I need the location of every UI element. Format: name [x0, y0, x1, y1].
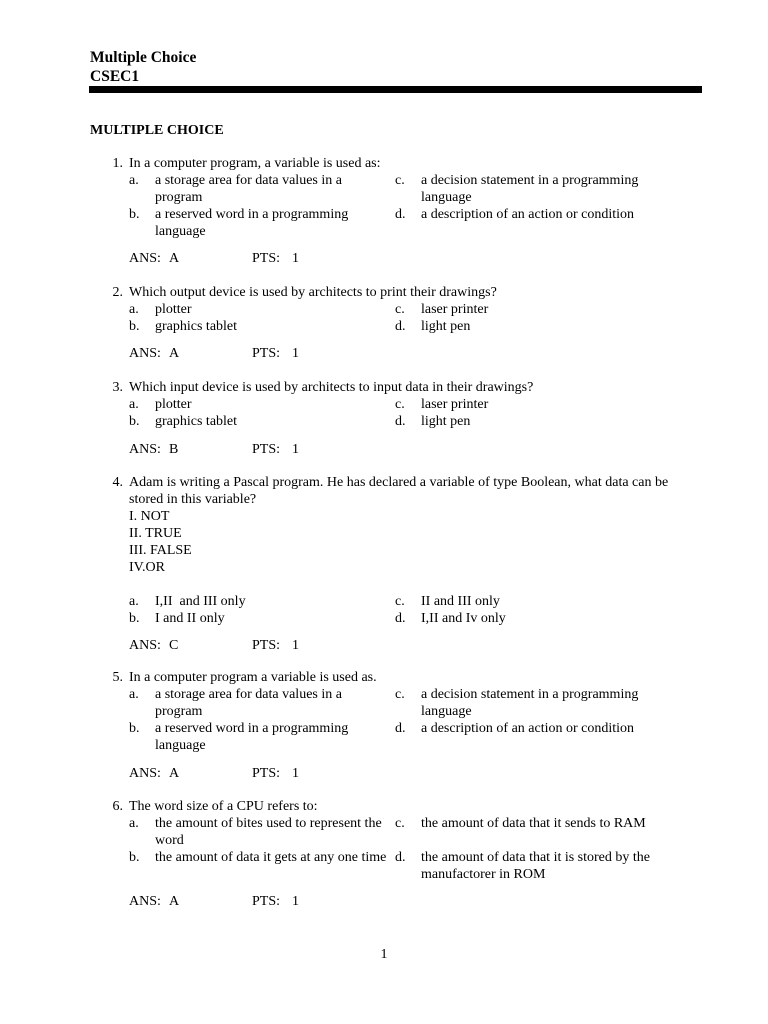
points-label: PTS: — [252, 346, 281, 361]
question-number: 4. — [112, 475, 123, 490]
option-letter: a. — [129, 687, 139, 702]
answer-value: A — [169, 766, 180, 781]
question-number: 3. — [112, 380, 123, 395]
option-text: plotter — [155, 397, 192, 412]
option-text: a decision statement in a programming language — [421, 173, 639, 205]
option-text: a storage area for data values in a program — [155, 687, 342, 719]
option-text: a decision statement in a programming language — [421, 687, 639, 719]
option-text: II and III only — [421, 594, 500, 609]
points-value: 1 — [292, 638, 299, 653]
option-text: graphics tablet — [155, 319, 238, 334]
points-label: PTS: — [252, 442, 281, 457]
points-label: PTS: — [252, 638, 281, 653]
document-header — [90, 48, 196, 86]
option-text: graphics tablet — [155, 414, 238, 429]
option-letter: c. — [395, 594, 405, 609]
document-subtitle: CSEC1 — [90, 68, 140, 85]
points-label: PTS: — [252, 766, 281, 781]
question-text: In a computer program a variable is used as. — [129, 670, 377, 685]
option-text: laser printer — [421, 397, 489, 412]
answer-label: ANS: — [129, 442, 161, 457]
answer-label: ANS: — [129, 766, 161, 781]
option-text: the amount of data that it is stored by the manufactorer in ROM — [421, 850, 651, 882]
question-text: In a computer program, a variable is used as: — [129, 156, 381, 171]
option-text: a description of an action or condition — [421, 207, 635, 222]
statement-item: II. TRUE — [129, 526, 182, 541]
question-number: 2. — [112, 285, 123, 300]
option-text: I and II only — [155, 611, 225, 626]
option-text: a reserved word in a programming language — [155, 721, 349, 753]
option-letter: c. — [395, 302, 405, 317]
page-number: 1 — [380, 947, 388, 962]
answer-value: A — [169, 251, 180, 266]
option-letter: c. — [395, 173, 405, 188]
answer-value: C — [169, 638, 179, 653]
statement-item: IV.OR — [129, 560, 165, 575]
question-text: Which input device is used by architects to input data in their drawings? — [129, 380, 534, 395]
option-text: the amount of bites used to represent the word — [155, 816, 382, 848]
statement-item: III. FALSE — [129, 543, 192, 558]
option-letter: c. — [395, 397, 405, 412]
option-text: a description of an action or condition — [421, 721, 635, 736]
option-letter: a. — [129, 397, 139, 412]
answer-label: ANS: — [129, 346, 161, 361]
option-text: I,II and Iv only — [421, 611, 506, 626]
option-text: plotter — [155, 302, 192, 317]
document-title: Multiple Choice — [90, 49, 197, 66]
points-label: PTS: — [252, 251, 281, 266]
option-letter: b. — [129, 319, 140, 334]
section-title: MULTIPLE CHOICE — [90, 123, 224, 138]
option-text: the amount of data that it sends to RAM — [421, 816, 646, 831]
answer-label: ANS: — [129, 251, 161, 266]
question-number: 1. — [112, 156, 123, 171]
question-text: The word size of a CPU refers to: — [129, 799, 318, 814]
option-letter: a. — [129, 594, 139, 609]
answer-value: B — [169, 442, 179, 457]
question-text: Which output device is used by architects to print their drawings? — [129, 285, 497, 300]
question-text: Adam is writing a Pascal program. He has declared a variable of type Boolean, what data can be stored in this variable? — [129, 475, 669, 507]
option-text: a reserved word in a programming language — [155, 207, 349, 239]
option-letter: b. — [129, 721, 140, 736]
option-text: the amount of data it gets at any one time — [155, 850, 387, 865]
option-letter: d. — [395, 414, 406, 429]
answer-value: A — [169, 346, 180, 361]
points-value: 1 — [292, 894, 299, 909]
option-letter: a. — [129, 816, 139, 831]
option-letter: a. — [129, 302, 139, 317]
option-text: a storage area for data values in a program — [155, 173, 342, 205]
option-letter: d. — [395, 721, 406, 736]
option-letter: c. — [395, 816, 405, 831]
answer-value: A — [169, 894, 180, 909]
answer-label: ANS: — [129, 894, 161, 909]
option-text: laser printer — [421, 302, 489, 317]
points-value: 1 — [292, 346, 299, 361]
option-letter: d. — [395, 611, 406, 626]
option-letter: b. — [129, 611, 140, 626]
option-letter: d. — [395, 207, 406, 222]
points-value: 1 — [292, 766, 299, 781]
option-text: light pen — [421, 319, 471, 334]
question-number: 5. — [112, 670, 123, 685]
header-rule — [89, 86, 702, 93]
points-value: 1 — [292, 251, 299, 266]
points-value: 1 — [292, 442, 299, 457]
option-letter: b. — [129, 850, 140, 865]
option-letter: b. — [129, 414, 140, 429]
answer-label: ANS: — [129, 638, 161, 653]
option-text: light pen — [421, 414, 471, 429]
points-label: PTS: — [252, 894, 281, 909]
option-letter: a. — [129, 173, 139, 188]
option-text: I,II and III only — [155, 594, 246, 609]
statement-item: I. NOT — [129, 509, 170, 524]
option-letter: d. — [395, 850, 406, 865]
option-letter: c. — [395, 687, 405, 702]
option-letter: b. — [129, 207, 140, 222]
question-number: 6. — [112, 799, 123, 814]
option-letter: d. — [395, 319, 406, 334]
